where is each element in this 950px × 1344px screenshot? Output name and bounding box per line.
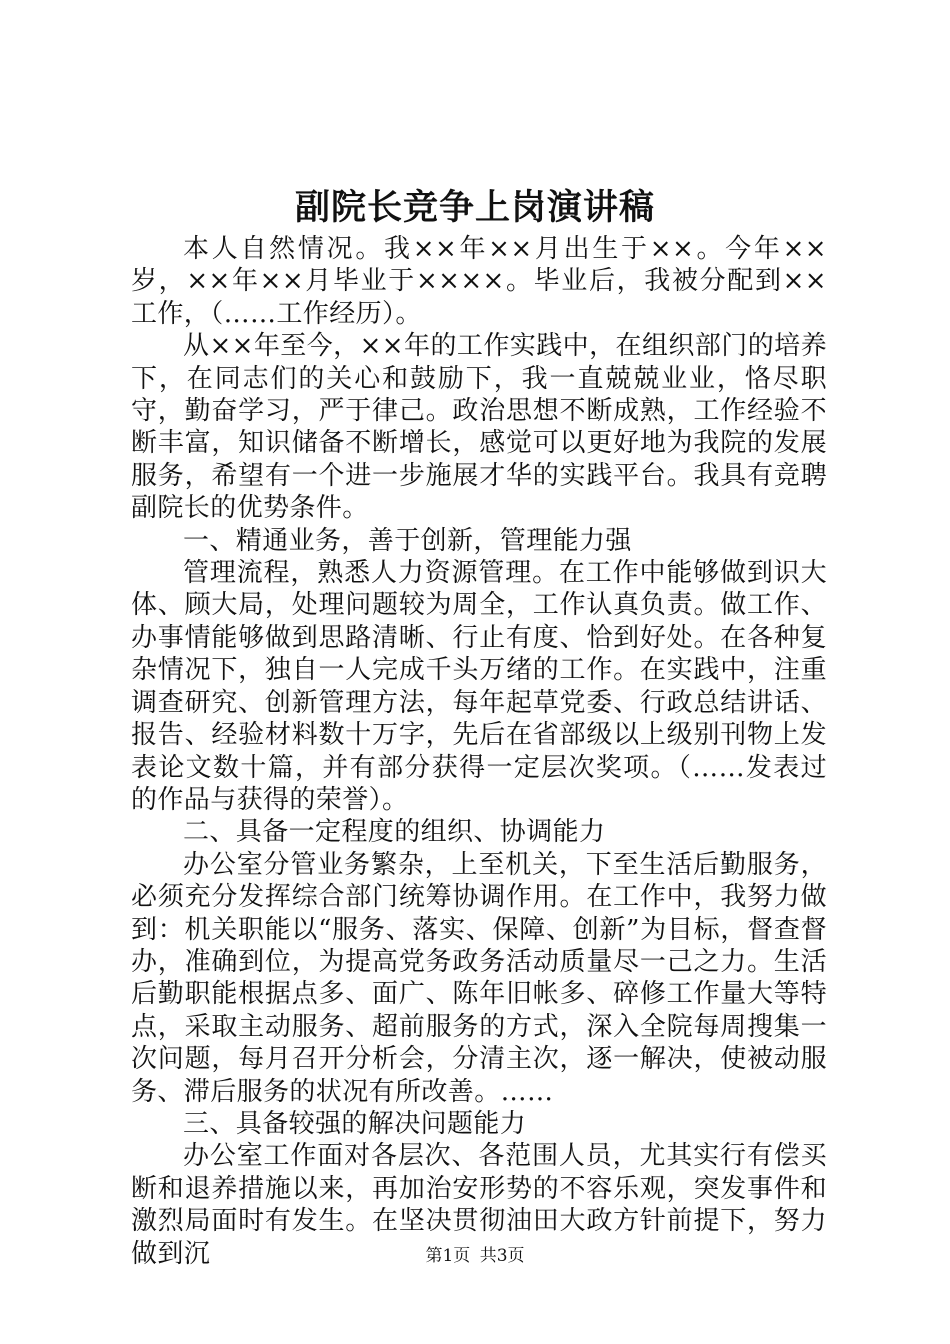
section-heading-3: 三、具备较强的解决问题能力 — [183, 1108, 527, 1139]
page-number: 第1页 — [425, 1246, 471, 1266]
section-text-1: 管理流程，熟悉人力资源管理。在工作中能够做到识大体、顾大局，处理问题较为周全，工作认真负责。做工作、办事情能够做到思路清晰、行止有度、恰到好处。在各种复杂情况下，独自一人完成千头万绪的工作。在实践中，注重调查研究、创新管理方法，每年起草党委、行政总结讲话、报告、经验材料数十万字，先后在省部级以上级别刊物上发表论文数十篇，并有部分获得一定层次奖项。（……发表过的作品与获得的荣誉）。 — [131, 558, 827, 815]
section-heading-2: 二、具备一定程度的组织、协调能力 — [183, 817, 606, 848]
section-heading-1: 一、精通业务，善于创新，管理能力强 — [183, 525, 632, 556]
paragraph-work-experience: 从××年至今，××年的工作实践中，在组织部门的培养下，在同志们的关心和鼓励下，我一直兢兢业业，恪尽职守，勤奋学习，严于律己。政治思想不断成熟，工作经验不断丰富，知识储备不断增长，感觉可以更好地为我院的发展服务，希望有一个进一步施展才华的实践平台。我具有竞聘副院长的优势条件。 — [131, 331, 827, 524]
page-total: 共3页 — [479, 1246, 525, 1266]
page-footer — [0, 1245, 950, 1267]
document-title: 副院长竞争上岗演讲稿 — [294, 187, 655, 228]
paragraph-personal-info: 本人自然情况。我××年××月出生于××。今年××岁，××年××月毕业于××××。毕业后，我被分配到××工作，（……工作经历）。 — [131, 234, 827, 329]
section-text-3: 办公室工作面对各层次、各范围人员，尤其实行有偿买断和退养措施以来，再加治安形势的不容乐观，突发事件和激烈局面时有发生。在坚决贯彻油田大政方针前提下，努力做到沉 — [131, 1141, 827, 1269]
section-text-2: 办公室分管业务繁杂，上至机关，下至生活后勤服务，必须充分发挥综合部门统筹协调作用。在工作中，我努力做到：机关职能以“服务、落实、保障、创新”为目标，督查督办，准确到位，为提高党务政务活动质量尽一己之力。生活后勤职能根据点多、面广、陈年旧帐多、碎修工作量大等特点，采取主动服务、超前服务的方式，深入全院每周搜集一次问题，每月召开分析会，分清主次，逐一解决，使被动服务、滞后服务的状况有所改善。…… — [131, 849, 827, 1107]
document-body — [131, 233, 827, 1270]
